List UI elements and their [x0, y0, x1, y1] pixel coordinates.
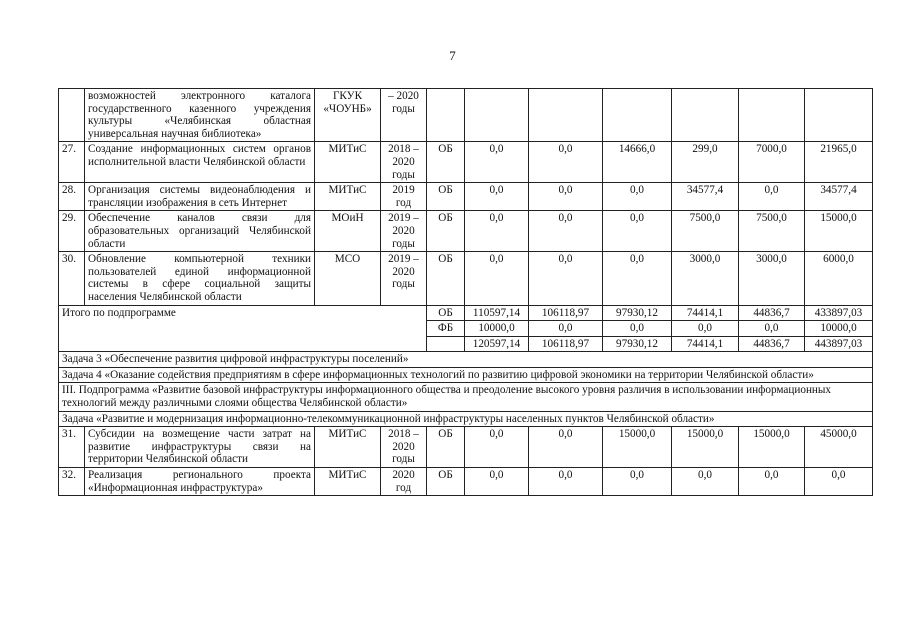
amount-cell: 15000,0: [672, 427, 739, 468]
funding-source: ОБ: [427, 211, 465, 252]
amount-cell: 0,0: [603, 252, 672, 305]
row-number: 28.: [59, 183, 85, 211]
table-row: [59, 211, 873, 252]
executor: МИТиС: [315, 183, 381, 211]
funding-source: ОБ: [427, 468, 465, 496]
total-row: ФБ 10000,0 0,0 0,0 0,0 0,0 10000,0: [59, 321, 873, 337]
total-row: Итого по подпрограмме ОБ 110597,14 106118,97 97930,12 74414,1 44836,7 433897,03: [59, 305, 873, 321]
row-number: 30.: [59, 252, 85, 305]
task-row: [59, 411, 873, 427]
row-number: 27.: [59, 142, 85, 183]
amount-cell: 0,0: [465, 142, 529, 183]
amount-cell: 15000,0: [805, 211, 873, 252]
amount-cell: 0,0: [529, 252, 603, 305]
amount-cell: 0,0: [603, 468, 672, 496]
period: 2018 – 2020 годы: [381, 427, 427, 468]
funding-source: ОБ: [427, 142, 465, 183]
measure-name: Реализация регионального проекта «Информационная инфраструктура»: [85, 468, 315, 496]
measure-name: Субсидии на возмещение части затрат на развитие инфраструктуры связи на территории Челябинской области: [85, 427, 315, 468]
funding-source: ОБ: [427, 427, 465, 468]
amount-cell: 0,0: [465, 427, 529, 468]
total-row: 120597,14 106118,97 97930,12 74414,1 44836,7 443897,03: [59, 336, 873, 352]
measure-name: Создание информационных систем органов исполнительной власти Челябинской области: [85, 142, 315, 183]
page-number: 7: [449, 48, 456, 63]
amount-cell: 0,0: [529, 468, 603, 496]
amount-cell: 0,0: [529, 142, 603, 183]
amount-cell: 3000,0: [672, 252, 739, 305]
measure-name: Обеспечение каналов связи для образовательных организаций Челябинской области: [85, 211, 315, 252]
amount-cell: 21965,0: [805, 142, 873, 183]
funding-source: ОБ: [427, 183, 465, 211]
funding-source: ОБ: [427, 252, 465, 305]
task-row: [59, 352, 873, 368]
amount-cell: 0,0: [465, 183, 529, 211]
task-infrastructure: Задача «Развитие и модернизация информационно-телекоммуникационной инфраструктуры населенных пунктов Челябинской области»: [59, 411, 873, 427]
measure-name: Обновление компьютерной техники пользователей единой информационной системы в сфере социальной защиты населения Челябинской области: [85, 252, 315, 305]
amount-cell: 45000,0: [805, 427, 873, 468]
amount-cell: 3000,0: [739, 252, 805, 305]
amount-cell: 7000,0: [739, 142, 805, 183]
table-row: [59, 142, 873, 183]
amount-cell: 0,0: [603, 183, 672, 211]
subprogram-3: III. Подпрограмма «Развитие базовой инфраструктуры информационного общества и преодоление высокого уровня различия в использовании информационных технологий между различными слоями общества Челябинской области»: [59, 383, 873, 411]
amount-cell: 0,0: [805, 468, 873, 496]
amount-cell: 0,0: [739, 183, 805, 211]
executor: ГКУК «ЧОУНБ»: [315, 89, 381, 142]
executor: МИТиС: [315, 427, 381, 468]
table-row: [59, 89, 873, 142]
amount-cell: 15000,0: [603, 427, 672, 468]
amount-cell: 15000,0: [739, 427, 805, 468]
period: 2019 – 2020 годы: [381, 211, 427, 252]
program-table: [58, 88, 873, 496]
row-number: 31.: [59, 427, 85, 468]
amount-cell: 0,0: [465, 252, 529, 305]
amount-cell: 34577,4: [805, 183, 873, 211]
total-label: Итого по подпрограмме: [59, 305, 427, 352]
period: 2020 год: [381, 468, 427, 496]
table-row: [59, 427, 873, 468]
period: – 2020 годы: [381, 89, 427, 142]
executor: МИТиС: [315, 142, 381, 183]
table-row: [59, 252, 873, 305]
amount-cell: 0,0: [603, 211, 672, 252]
amount-cell: 14666,0: [603, 142, 672, 183]
task-row: [59, 367, 873, 383]
table-row: [59, 468, 873, 496]
table-row: [59, 183, 873, 211]
task-4: Задача 4 «Оказание содействия предприятиям в сфере информационных технологий по развитию цифровой экономики на территории Челябинской области»: [59, 367, 873, 383]
amount-cell: 0,0: [672, 468, 739, 496]
measure-name: Организация системы видеонаблюдения и трансляции изображения в сеть Интернет: [85, 183, 315, 211]
task-3: Задача 3 «Обеспечение развития цифровой инфраструктуры поселений»: [59, 352, 873, 368]
executor: МИТиС: [315, 468, 381, 496]
period: 2019 год: [381, 183, 427, 211]
period: 2019 – 2020 годы: [381, 252, 427, 305]
amount-cell: 7500,0: [739, 211, 805, 252]
amount-cell: 0,0: [739, 468, 805, 496]
amount-cell: 0,0: [465, 468, 529, 496]
amount-cell: 0,0: [465, 211, 529, 252]
amount-cell: 6000,0: [805, 252, 873, 305]
amount-cell: 34577,4: [672, 183, 739, 211]
amount-cell: 0,0: [529, 427, 603, 468]
period: 2018 – 2020 годы: [381, 142, 427, 183]
executor: МОиН: [315, 211, 381, 252]
row-number: 29.: [59, 211, 85, 252]
row-number: 32.: [59, 468, 85, 496]
amount-cell: 0,0: [529, 211, 603, 252]
amount-cell: 7500,0: [672, 211, 739, 252]
measure-name: возможностей электронного каталога государственного казенного учреждения культуры «Челябинская областная универсальная научная библиотека»: [85, 89, 315, 142]
amount-cell: 299,0: [672, 142, 739, 183]
executor: МСО: [315, 252, 381, 305]
amount-cell: 0,0: [529, 183, 603, 211]
subprogram-row: [59, 383, 873, 411]
